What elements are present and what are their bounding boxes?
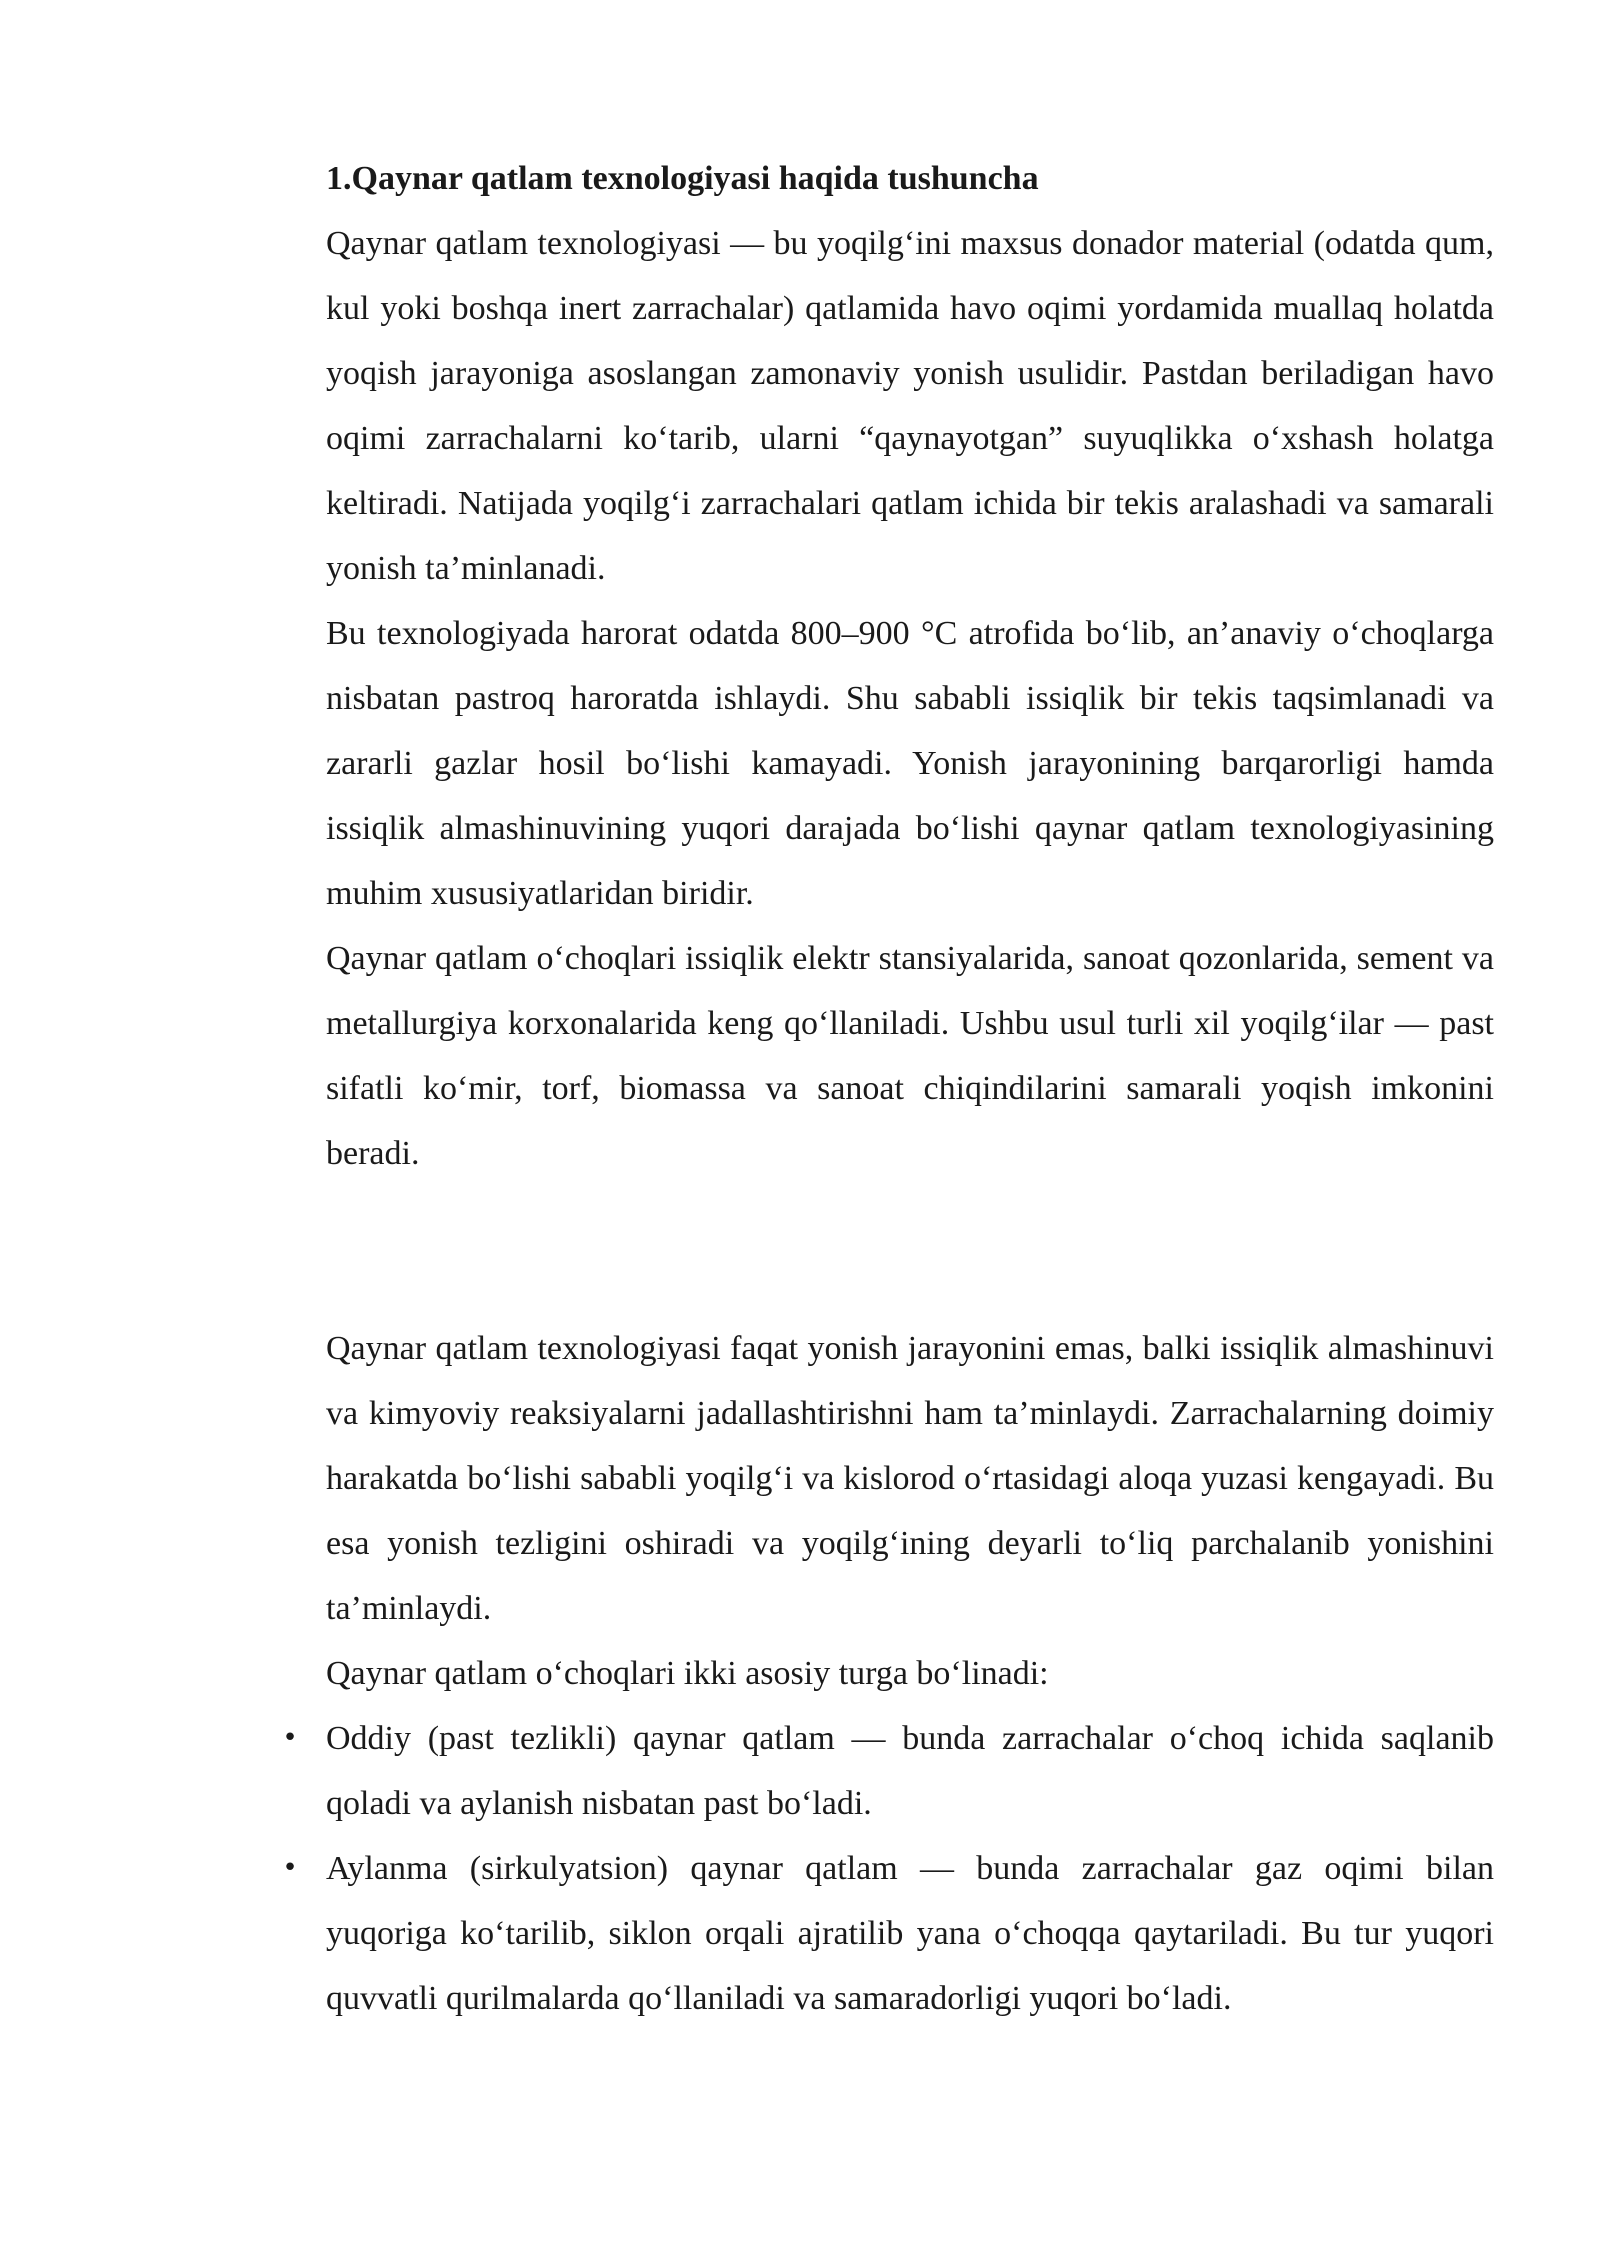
paragraph-spacer (326, 1186, 1494, 1316)
bullet-list (282, 1706, 1494, 2031)
document-body (282, 146, 1494, 2031)
paragraph-applications: Qaynar qatlam o‘choqlari issiqlik elektr stansiyalarida, sanoat qozonlarida, sement va metallurgiya korxonalarida keng qo‘llaniladi. Ushbu usul turli xil yoqilg‘ilar — past sifatli ko‘mir, torf, biomassa va sanoat chiqindilarini samarali yoqish imkonini beradi. (326, 940, 1494, 1172)
list-item-text: Aylanma (sirkulyatsion) qaynar qatlam — bunda zarrachalar gaz oqimi bilan yuqoriga ko‘tarilib, siklon orqali ajratilib yana o‘choqqa qaytariladi. Bu tur yuqori quvvatli qurilmalarda qo‘llaniladi va samaradorligi yuqori bo‘ladi. (326, 1850, 1494, 2017)
paragraph-definition: Qaynar qatlam texnologiyasi — bu yoqilg‘ini maxsus donador material (odatda qum, kul yoki boshqa inert zarrachalar) qatlamida havo oqimi yordamida muallaq holatda yoqish jarayoniga asoslangan zamonaviy yonish usulidir. Pastdan beriladigan havo oqimi zarrachalarni ko‘tarib, ularni “qaynayotgan” suyuqlikka o‘xshash holatga keltiradi. Natijada yoqilg‘i zarrachalari qatlam ichida bir tekis aralashadi va samarali yonish ta’minlanadi. (326, 225, 1494, 587)
list-item (282, 1706, 1494, 1836)
paragraph-heat-exchange: Qaynar qatlam texnologiyasi faqat yonish jarayonini emas, balki issiqlik almashinuvi va kimyoviy reaksiyalarni jadallashtirishni ham ta’minlaydi. Zarrachalarning doimiy harakatda bo‘lishi sababli yoqilg‘i va kislorod o‘rtasidagi aloqa yuzasi kengayadi. Bu esa yonish tezligini oshiradi va yoqilg‘ining deyarli to‘liq parchalanib yonishini ta’minlaydi. (326, 1330, 1494, 1627)
paragraph-types-intro: Qaynar qatlam o‘choqlari ikki asosiy turga bo‘linadi: (326, 1655, 1049, 1692)
bullet-icon: • (282, 1723, 298, 1753)
list-item-text: Oddiy (past tezlikli) qaynar qatlam — bunda zarrachalar o‘choq ichida saqlanib qoladi va aylanish nisbatan past bo‘ladi. (326, 1720, 1494, 1822)
bullet-icon: • (282, 1853, 298, 1883)
section-heading: 1.Qaynar qatlam texnologiyasi haqida tushuncha (326, 160, 1039, 197)
paragraph-temperature: Bu texnologiyada harorat odatda 800–900 °C atrofida bo‘lib, an’anaviy o‘choqlarga nisbatan pastroq haroratda ishlaydi. Shu sababli issiqlik bir tekis taqsimlanadi va zararli gazlar hosil bo‘lishi kamayadi. Yonish jarayonining barqarorligi hamda issiqlik almashinuvining yuqori darajada bo‘lishi qaynar qatlam texnologiyasining muhim xususiyatlaridan biridir. (326, 615, 1494, 912)
list-item (282, 1836, 1494, 2031)
